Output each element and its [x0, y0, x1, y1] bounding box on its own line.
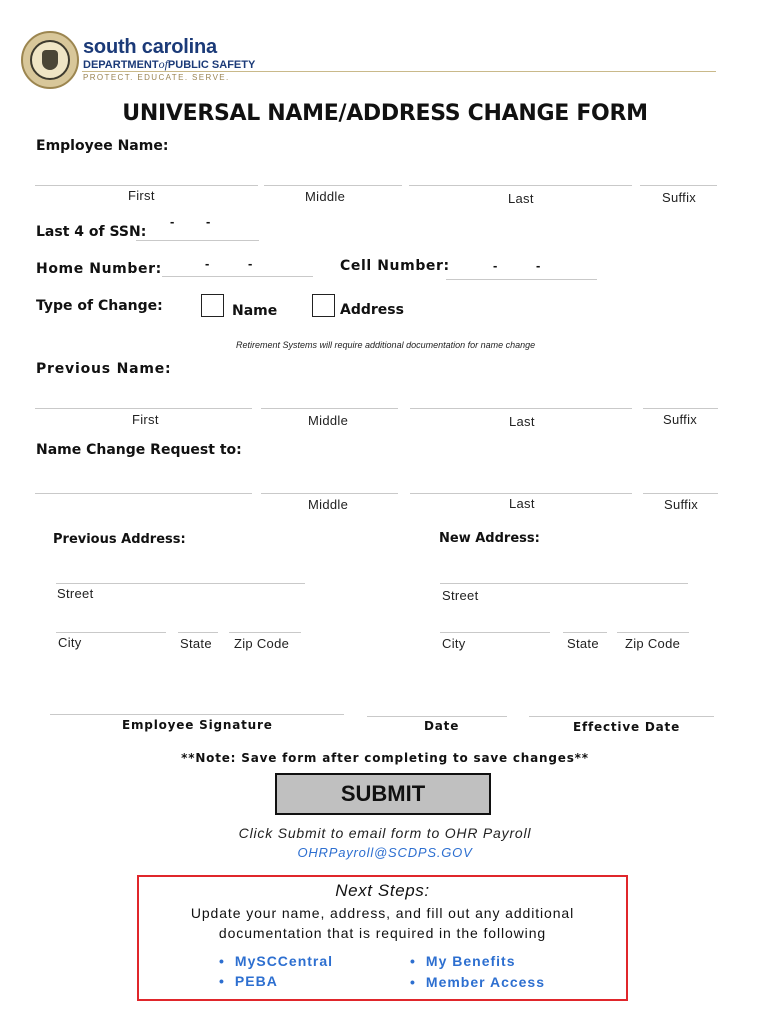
previous-street-field[interactable]	[56, 583, 305, 584]
previous-city-field[interactable]	[56, 632, 166, 633]
ssn-field[interactable]	[136, 240, 259, 241]
previous-last-label: Last	[509, 414, 535, 429]
new-zip-label: Zip Code	[625, 636, 681, 651]
previous-street-label: Street	[57, 586, 94, 601]
previous-city-label: City	[58, 635, 82, 650]
cell-number-field[interactable]	[446, 279, 597, 280]
ssn-label: Last 4 of SSN:	[36, 224, 147, 240]
new-middle-name-field[interactable]	[261, 493, 398, 494]
new-address-label: New Address:	[439, 531, 540, 546]
next-steps-text-line2: documentation that is required in the following	[218, 925, 547, 941]
home-number-field[interactable]	[162, 276, 313, 277]
home-number-label: Home Number:	[36, 261, 162, 277]
ssn-dash-1: -	[170, 214, 175, 229]
previous-state-field[interactable]	[178, 632, 218, 633]
brand-of: of	[158, 57, 168, 71]
new-state-label: State	[567, 636, 599, 651]
signature-label: Employee Signature	[122, 718, 273, 732]
page-title: UNIVERSAL NAME/ADDRESS CHANGE FORM	[122, 101, 648, 126]
next-steps-title: Next Steps:	[335, 881, 430, 900]
new-street-field[interactable]	[440, 583, 688, 584]
link-my-benefits[interactable]: • My Benefits	[410, 953, 515, 969]
submit-instructions: Click Submit to email form to OHR Payroll	[238, 825, 532, 841]
ohr-payroll-email-link[interactable]: OHRPayroll@SCDPS.GOV	[297, 845, 473, 860]
cell-dash-2: -	[536, 258, 541, 273]
date-field[interactable]	[367, 716, 507, 717]
seal-badge	[42, 50, 58, 70]
new-middle-label: Middle	[308, 497, 349, 512]
address-change-checkbox[interactable]	[312, 294, 335, 317]
name-change-request-label: Name Change Request to:	[36, 442, 242, 458]
next-steps-text-line1: Update your name, address, and fill out any additional	[190, 905, 575, 921]
previous-suffix-label: Suffix	[663, 412, 698, 427]
first-label: First	[128, 188, 155, 203]
employee-last-name-field[interactable]	[409, 185, 632, 186]
link-member-access[interactable]: • Member Access	[410, 974, 545, 990]
cell-dash-1: -	[493, 258, 498, 273]
link-myscentral[interactable]: • MySCCentral	[219, 953, 333, 969]
brand-state-name: south carolina	[83, 36, 217, 58]
effective-date-label: Effective Date	[573, 720, 681, 734]
new-zip-field[interactable]	[617, 632, 689, 633]
previous-middle-label: Middle	[308, 413, 349, 428]
last-label: Last	[508, 191, 534, 206]
brand-department-name	[83, 57, 255, 72]
previous-middle-name-field[interactable]	[261, 408, 398, 409]
home-dash-2: -	[248, 256, 253, 271]
new-street-label: Street	[442, 588, 479, 603]
previous-state-label: State	[180, 636, 212, 651]
type-of-change-label: Type of Change:	[36, 298, 163, 314]
previous-last-name-field[interactable]	[410, 408, 632, 409]
employee-middle-name-field[interactable]	[264, 185, 402, 186]
previous-first-label: First	[132, 412, 159, 427]
new-first-name-field[interactable]	[35, 493, 252, 494]
header-divider	[82, 71, 716, 72]
brand-tagline: PROTECT. EDUCATE. SERVE.	[83, 73, 230, 82]
employee-name-label: Employee Name:	[36, 138, 169, 154]
new-suffix-field[interactable]	[643, 493, 718, 494]
new-suffix-label: Suffix	[664, 497, 699, 512]
new-city-field[interactable]	[440, 632, 550, 633]
previous-address-label: Previous Address:	[53, 532, 186, 547]
link-peba[interactable]: • PEBA	[219, 973, 278, 989]
new-state-field[interactable]	[563, 632, 607, 633]
new-last-name-field[interactable]	[410, 493, 632, 494]
submit-button[interactable]: SUBMIT	[275, 773, 491, 815]
cell-number-label: Cell Number:	[340, 258, 450, 274]
new-city-label: City	[442, 636, 466, 651]
name-change-checkbox[interactable]	[201, 294, 224, 317]
previous-first-name-field[interactable]	[35, 408, 252, 409]
date-label: Date	[424, 719, 460, 733]
effective-date-field[interactable]	[529, 716, 714, 717]
name-option-label: Name	[232, 303, 278, 319]
employee-suffix-field[interactable]	[640, 185, 717, 186]
brand-department: DEPARTMENT	[83, 59, 159, 71]
suffix-label: Suffix	[662, 190, 697, 205]
middle-label: Middle	[305, 189, 346, 204]
previous-suffix-field[interactable]	[643, 408, 718, 409]
brand-public-safety: PUBLIC SAFETY	[167, 59, 256, 71]
previous-name-label: Previous Name:	[36, 361, 172, 377]
home-dash-1: -	[205, 256, 210, 271]
next-steps-box	[137, 875, 628, 1001]
retirement-note: Retirement Systems will require additional documentation for name change	[236, 340, 536, 350]
previous-zip-field[interactable]	[229, 632, 301, 633]
save-note: **Note: Save form after completing to save changes**	[181, 751, 589, 765]
previous-zip-label: Zip Code	[234, 636, 290, 651]
new-last-label: Last	[509, 496, 535, 511]
address-option-label: Address	[340, 302, 404, 318]
sc-dps-seal-icon	[21, 31, 79, 89]
employee-first-name-field[interactable]	[35, 185, 258, 186]
signature-field[interactable]	[50, 714, 344, 715]
ssn-dash-2: -	[206, 214, 211, 229]
